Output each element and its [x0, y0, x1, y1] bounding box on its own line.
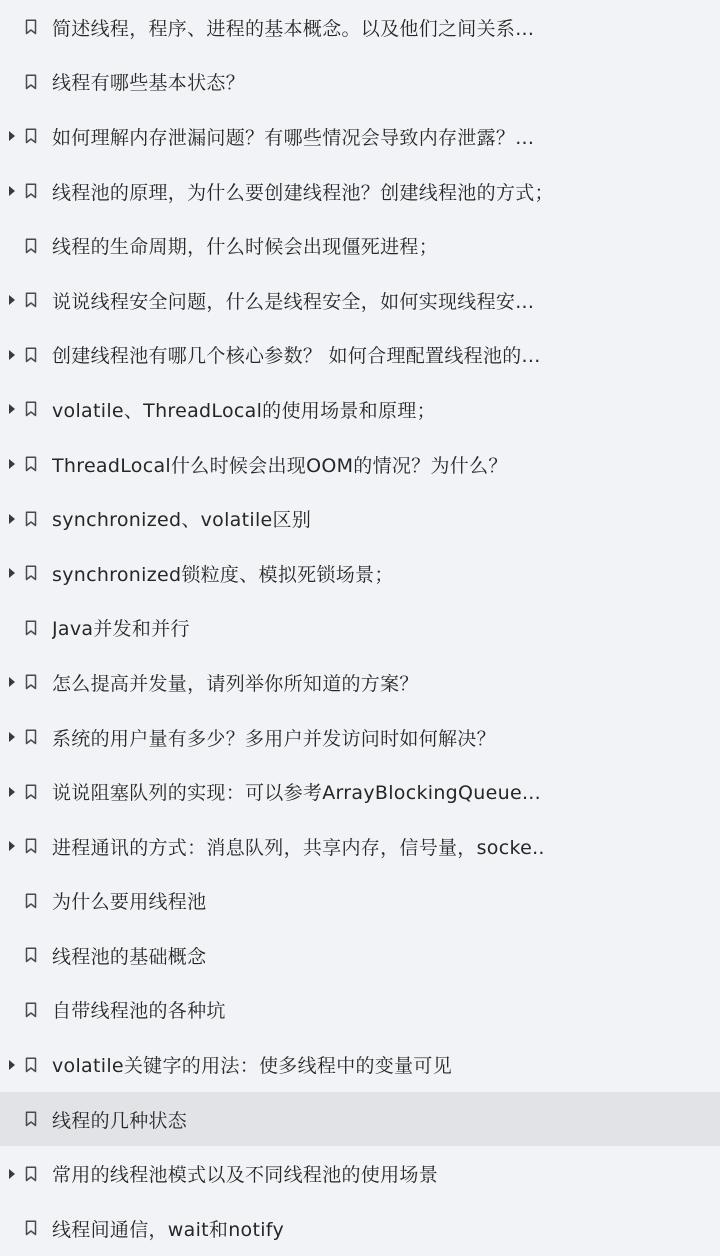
expand-arrow-icon[interactable] — [5, 458, 19, 470]
outline-item-label: 怎么提高并发量，请列举你所知道的方案？ — [52, 672, 419, 695]
bookmark-icon — [25, 456, 39, 472]
bookmark-icon — [25, 183, 39, 199]
outline-item[interactable] — [0, 601, 720, 656]
outline-item-label: 线程池的原理，为什么要创建线程池？创建线程池的方式； — [52, 181, 554, 204]
outline-item[interactable] — [0, 874, 720, 929]
outline-item-label: 如何理解内存泄漏问题？有哪些情况会导致内存泄露？... — [52, 126, 535, 149]
outline-item[interactable] — [0, 546, 720, 601]
outline-item[interactable] — [0, 109, 720, 164]
bookmark-icon — [25, 838, 39, 854]
outline-item-label: synchronized锁粒度、模拟死锁场景； — [52, 563, 394, 586]
bookmark-icon — [25, 1166, 39, 1182]
expand-arrow-icon[interactable] — [5, 403, 19, 415]
expand-arrow-icon[interactable] — [5, 567, 19, 579]
expand-arrow-icon[interactable] — [5, 294, 19, 306]
outline-item-label: 线程有哪些基本状态？ — [52, 72, 246, 95]
outline-item[interactable] — [0, 983, 720, 1038]
bookmark-icon — [25, 565, 39, 581]
outline-item-label: ThreadLocal什么时候会出现OOM的情况？为什么？ — [52, 454, 508, 477]
outline-item[interactable] — [0, 928, 720, 983]
outline-item-label: synchronized、volatile区别 — [52, 509, 312, 532]
outline-item-label: 系统的用户量有多少？多用户并发访问时如何解决？ — [52, 727, 496, 750]
bookmark-icon — [25, 74, 39, 90]
bookmark-icon — [25, 1220, 39, 1236]
bookmark-icon — [25, 238, 39, 254]
bookmark-icon — [25, 893, 39, 909]
outline-item-label: 自带线程池的各种坑 — [52, 1000, 226, 1023]
outline-item[interactable] — [0, 437, 720, 492]
outline-item[interactable] — [0, 382, 720, 437]
outline-item-label: 进程通讯的方式：消息队列，共享内存，信号量，socke.. — [52, 836, 545, 859]
outline-item-label: 线程间通信，wait和notify — [52, 1218, 285, 1241]
outline-item-label: volatile关键字的用法：使多线程中的变量可见 — [52, 1055, 452, 1078]
expand-arrow-icon[interactable] — [5, 513, 19, 525]
bookmark-icon — [25, 784, 39, 800]
outline-item-label: 简述线程，程序、进程的基本概念。以及他们之间关系... — [52, 17, 535, 40]
outline-item-label: 说说阻塞队列的实现：可以参考ArrayBlockingQueue... — [52, 782, 541, 805]
bookmark-icon — [25, 511, 39, 527]
expand-arrow-icon[interactable] — [5, 840, 19, 852]
expand-arrow-icon[interactable] — [5, 676, 19, 688]
outline-item-label: 线程的几种状态 — [52, 1109, 188, 1132]
outline-item[interactable] — [0, 710, 720, 765]
bookmark-icon — [25, 1111, 39, 1127]
bookmark-icon — [25, 1002, 39, 1018]
expand-arrow-icon[interactable] — [5, 130, 19, 142]
outline-item[interactable] — [0, 819, 720, 874]
bookmark-icon — [25, 947, 39, 963]
outline-item-label: 线程的生命周期，什么时候会出现僵死进程； — [52, 236, 439, 259]
outline-item-label: 线程池的基础概念 — [52, 945, 207, 968]
outline-item[interactable] — [0, 655, 720, 710]
bookmark-icon — [25, 292, 39, 308]
outline-item[interactable] — [0, 55, 720, 110]
bookmark-icon — [25, 128, 39, 144]
outline-item-label: volatile、ThreadLocal的使用场景和原理； — [52, 399, 436, 422]
bookmark-icon — [25, 674, 39, 690]
bookmark-icon — [25, 401, 39, 417]
outline-item[interactable] — [0, 218, 720, 273]
outline-item-label: 说说线程安全问题，什么是线程安全，如何实现线程安... — [52, 290, 535, 313]
outline-item[interactable] — [0, 1037, 720, 1092]
outline-item-label: 创建线程池有哪几个核心参数？ 如何合理配置线程池的... — [52, 345, 541, 368]
expand-arrow-icon[interactable] — [5, 731, 19, 743]
outline-item-selected[interactable] — [0, 1092, 720, 1147]
outline-item[interactable] — [0, 273, 720, 328]
outline-item[interactable] — [0, 491, 720, 546]
expand-arrow-icon[interactable] — [5, 349, 19, 361]
outline-item[interactable] — [0, 164, 720, 219]
expand-arrow-icon[interactable] — [5, 1059, 19, 1071]
bookmark-icon — [25, 1057, 39, 1073]
outline-item-label: 常用的线程池模式以及不同线程池的使用场景 — [52, 1164, 439, 1187]
outline-item[interactable] — [0, 1146, 720, 1201]
bookmark-icon — [25, 19, 39, 35]
expand-arrow-icon[interactable] — [5, 185, 19, 197]
bookmark-icon — [25, 347, 39, 363]
outline-item[interactable] — [0, 328, 720, 383]
outline-item[interactable] — [0, 764, 720, 819]
outline-item[interactable] — [0, 0, 720, 55]
expand-arrow-icon[interactable] — [5, 1168, 19, 1180]
bookmark-icon — [25, 729, 39, 745]
outline-item-label: 为什么要用线程池 — [52, 891, 207, 914]
expand-arrow-icon[interactable] — [5, 786, 19, 798]
outline-item-label: Java并发和并行 — [52, 618, 190, 641]
bookmark-icon — [25, 620, 39, 636]
outline-item[interactable] — [0, 1201, 720, 1256]
